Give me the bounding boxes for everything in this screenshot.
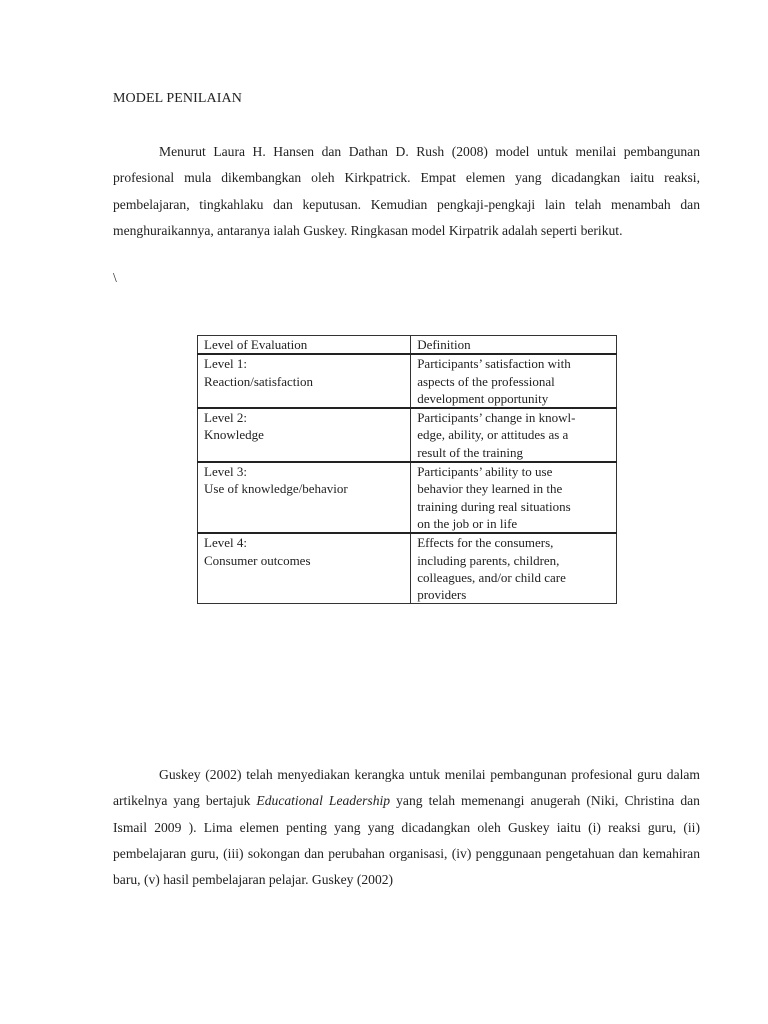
definition-cell: [411, 462, 617, 533]
definition-cell: [411, 408, 617, 462]
definition-line: edge, ability, or attitudes as a: [417, 427, 569, 443]
definition-line: on the job or in life: [417, 515, 518, 531]
definition-line: result of the training: [417, 444, 523, 460]
level-number: Level 1:: [204, 356, 247, 372]
table-row: [198, 354, 617, 408]
paragraph-text: Guskey (2002) telah menyediakan kerangka untuk menilai pembangunan profesional guru dalam artikelnya yang bertajuk: [113, 767, 700, 809]
evaluation-levels-table: [197, 335, 617, 604]
definition-line: behavior they learned in the: [417, 481, 563, 497]
level-cell: [198, 533, 411, 604]
definition-cell: [411, 354, 617, 408]
level-cell: [198, 462, 411, 533]
definition-line: development opportunity: [417, 390, 549, 406]
level-number: Level 2:: [204, 410, 247, 426]
definition-line: training during real situations: [417, 498, 571, 514]
intro-paragraph: Menurut Laura H. Hansen dan Dathan D. Rush (2008) model untuk menilai pembangunan profesional mula dikembangkan oleh Kirkpatrick. Empat elemen yang dicadangkan iaitu reaksi, pembelajaran, tingkahlaku dan keputusan. Kemudian pengkaji-pengkaji lain telah menambah dan menghuraikannya, antaranya ialah Guskey. Ringkasan model Kirpatrik adalah seperti berikut.: [113, 144, 700, 238]
definition-line: Participants’ satisfaction with: [417, 356, 571, 372]
definition-line: Participants’ ability to use: [417, 464, 553, 480]
level-cell: [198, 354, 411, 408]
definition-line: colleagues, and/or child care: [417, 569, 566, 585]
level-number: Level 3:: [204, 464, 247, 480]
header-level-of-evaluation: Level of Evaluation: [198, 336, 411, 355]
table-row: [198, 533, 617, 604]
definition-line: including parents, children,: [417, 552, 560, 568]
guskey-paragraph: [113, 762, 700, 893]
document-heading: MODEL PENILAIAN: [113, 91, 242, 106]
table-row: [198, 408, 617, 462]
definition-line: providers: [417, 587, 467, 603]
level-name: Consumer outcomes: [204, 552, 311, 568]
definition-line: Participants’ change in knowl-: [417, 410, 576, 426]
article-title: Educational Leadership: [256, 793, 391, 809]
definition-line: aspects of the professional: [417, 373, 555, 389]
level-name: Reaction/satisfaction: [204, 373, 314, 389]
definition-line: Effects for the consumers,: [417, 535, 554, 551]
definition-cell: [411, 533, 617, 604]
stray-backslash: \: [113, 270, 117, 285]
level-name: Use of knowledge/behavior: [204, 481, 348, 497]
level-number: Level 4:: [204, 535, 247, 551]
level-cell: [198, 408, 411, 462]
table-header-row: [198, 336, 617, 355]
header-definition: Definition: [411, 336, 617, 355]
paragraph-text: yang telah memenangi anugerah (Niki, Christina dan Ismail 2009 ). Lima elemen penting yang yang dicadangkan oleh Guskey iaitu (i) reaksi guru, (ii) pembelajaran guru, (iii) sokongan dan perubahan organisasi, (iv) penggunaan pengetahuan dan kemahiran baru, (v) hasil pembelajaran pelajar. Guskey (2002): [113, 793, 700, 888]
table-row: [198, 462, 617, 533]
level-name: Knowledge: [204, 427, 264, 443]
